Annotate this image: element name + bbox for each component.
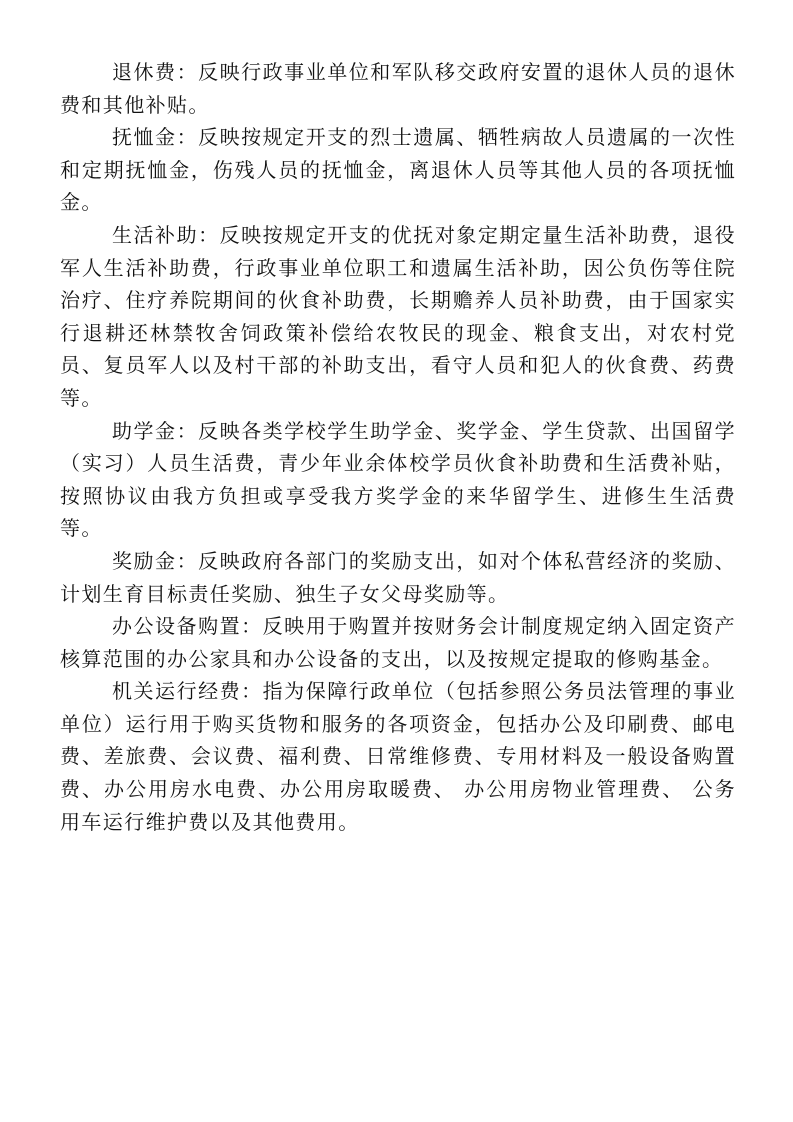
paragraph-office-equipment: 办公设备购置：反映用于购置并按财务会计制度规定纳入固定资产核算范围的办公家具和办公设备的支出，以及按规定提取的修购基金。: [60, 614, 736, 671]
paragraph-student-aid: 助学金：反映各类学校学生助学金、奖学金、学生贷款、出国留学（实习）人员生活费，青少年业余体校学员伙食补助费和生活费补贴，按照协议由我方负担或享受我方奖学金的来华留学生、进修生生活费等。: [60, 418, 736, 541]
paragraph-reward: 奖励金：反映政府各部门的奖励支出，如对个体私营经济的奖励、计划生育目标责任奖励、独生子女父母奖励等。: [60, 548, 736, 606]
paragraph-pension: 抚恤金：反映按规定开支的烈士遗属、牺牲病故人员遗属的一次性和定期抚恤金，伤残人员的抚恤金，离退休人员等其他人员的各项抚恤金。: [60, 125, 736, 215]
paragraph-operating-expenses: 机关运行经费：指为保障行政单位（包括参照公务员法管理的事业单位）运行用于购买货物和服务的各项资金，包括办公及印刷费、邮电费、差旅费、会议费、福利费、日常维修费、专用材料及一般设备购置费、办公用房水电费、办公用房取暖费、 办公用房物业管理费、 公务用车运行维护费以及其他费用。: [60, 679, 736, 834]
document-body: [60, 56, 736, 838]
paragraph-retirement-fee: 退休费：反映行政事业单位和军队移交政府安置的退休人员的退休费和其他补贴。: [60, 60, 736, 117]
paragraph-living-subsidy: 生活补助：反映按规定开支的优抚对象定期定量生活补助费，退役军人生活补助费，行政事业单位职工和遗属生活补助，因公负伤等住院治疗、住疗养院期间的伙食补助费，长期赡养人员补助费，由于国家实行退耕还林禁牧舍饲政策补偿给农牧民的现金、粮食支出，对农村党员、复员军人以及村干部的补助支出，看守人员和犯人的伙食费、药费等。: [60, 222, 736, 410]
